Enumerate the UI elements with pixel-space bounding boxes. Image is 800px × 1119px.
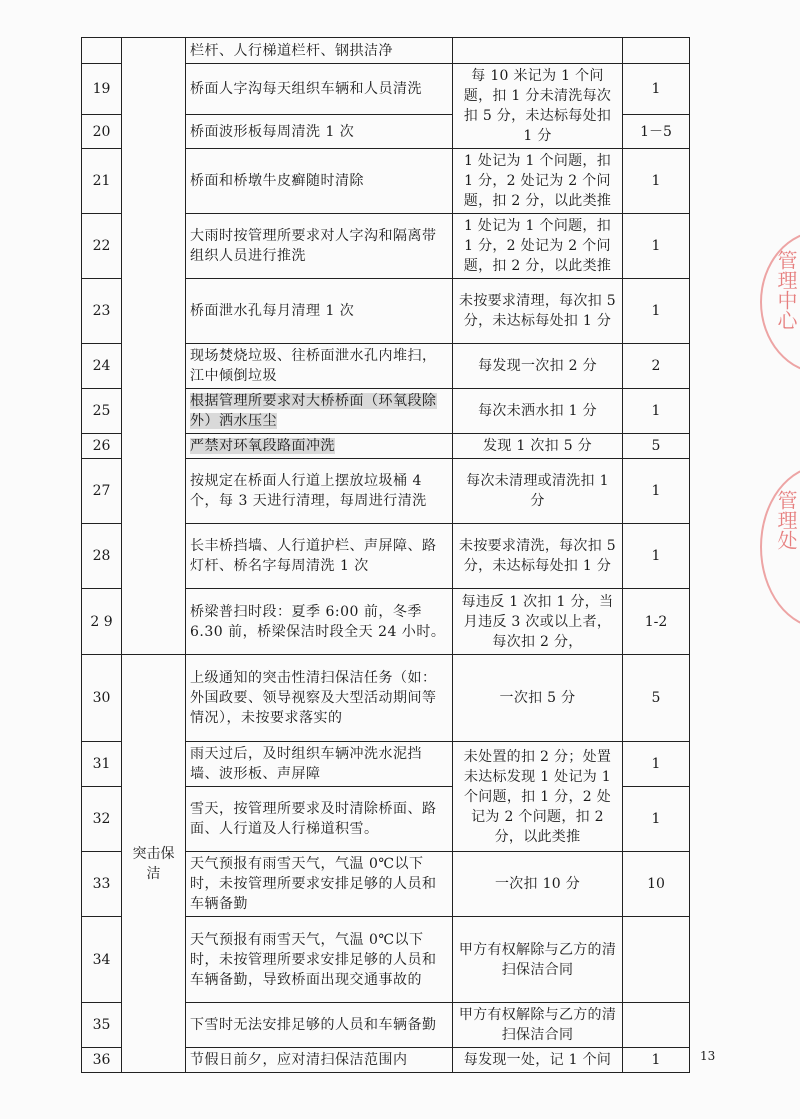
penalty-cell: 每发现一次扣 2 分 bbox=[453, 344, 623, 389]
score-cell: 1 bbox=[623, 279, 690, 344]
score-cell: 2 bbox=[623, 344, 690, 389]
requirement-cell: 桥梁普扫时段：夏季 6:00 前，冬季 6.30 前，桥梁保洁时段全天 24 小时。 bbox=[186, 589, 453, 655]
score-cell: 5 bbox=[623, 655, 690, 742]
requirement-cell: 桥面泄水孔每月清理 1 次 bbox=[186, 279, 453, 344]
red-seal-text: 管理中心 bbox=[774, 250, 798, 330]
requirement-cell: 长丰桥挡墙、人行道护栏、声屏障、路灯杆、桥名字每周清洗 1 次 bbox=[186, 524, 453, 589]
table-row bbox=[82, 655, 690, 742]
requirement-cell: 栏杆、人行梯道栏杆、钢拱洁净 bbox=[186, 38, 453, 64]
row-number: 26 bbox=[82, 434, 122, 459]
penalty-cell: 1 处记为 1 个问题，扣 1 分，2 处记为 2 个问题，扣 2 分，以此类推 bbox=[453, 214, 623, 279]
penalty-cell: 一次扣 10 分 bbox=[453, 852, 623, 917]
row-number: 2 9 bbox=[82, 589, 122, 655]
row-number: 30 bbox=[82, 655, 122, 742]
score-cell: 1 bbox=[623, 742, 690, 787]
score-cell: 1 bbox=[623, 787, 690, 852]
row-number: 34 bbox=[82, 917, 122, 1003]
score-cell: 1 bbox=[623, 214, 690, 279]
penalty-cell: 1 处记为 1 个问题，扣 1 分，2 处记为 2 个问题，扣 2 分，以此类推 bbox=[453, 149, 623, 214]
row-number: 31 bbox=[82, 742, 122, 787]
score-cell bbox=[623, 1003, 690, 1048]
row-number: 27 bbox=[82, 459, 122, 524]
red-seal-text: 管理处 bbox=[774, 490, 798, 550]
score-cell: 1 bbox=[623, 524, 690, 589]
row-number: 19 bbox=[82, 64, 122, 115]
row-number: 28 bbox=[82, 524, 122, 589]
row-number: 36 bbox=[82, 1048, 122, 1073]
penalty-cell: 甲方有权解除与乙方的清扫保洁合同 bbox=[453, 917, 623, 1003]
score-cell: 1-2 bbox=[623, 589, 690, 655]
score-cell: 1 bbox=[623, 1048, 690, 1073]
penalty-cell: 发现 1 次扣 5 分 bbox=[453, 434, 623, 459]
row-number: 22 bbox=[82, 214, 122, 279]
requirement-cell: 雪天，按管理所要求及时清除桥面、路面、人行道及人行梯道积雪。 bbox=[186, 787, 453, 852]
requirement-cell: 节假日前夕，应对清扫保洁范围内 bbox=[186, 1048, 453, 1073]
score-cell: 5 bbox=[623, 434, 690, 459]
penalty-cell: 一次扣 5 分 bbox=[453, 655, 623, 742]
penalty-cell: 每次未清理或清洗扣 1 分 bbox=[453, 459, 623, 524]
penalty-cell: 未处置的扣 2 分；处置未达标发现 1 处记为 1 个问题，扣 1 分，2 处记为 2 个问题，扣 2 分，以此类推 bbox=[453, 742, 623, 852]
score-cell: 1 bbox=[623, 389, 690, 434]
requirement-cell bbox=[186, 389, 453, 434]
row-number: 32 bbox=[82, 787, 122, 852]
requirement-cell: 按规定在桥面人行道上摆放垃圾桶 4 个，每 3 天进行清理，每周进行清洗 bbox=[186, 459, 453, 524]
penalty-cell bbox=[453, 38, 623, 64]
row-number: 25 bbox=[82, 389, 122, 434]
page-number: 13 bbox=[700, 1049, 716, 1063]
requirement-cell: 桥面人字沟每天组织车辆和人员清洗 bbox=[186, 64, 453, 115]
requirement-cell: 雨天过后，及时组织车辆冲洗水泥挡墙、波形板、声屏障 bbox=[186, 742, 453, 787]
penalty-cell: 每发现一处，记 1 个问 bbox=[453, 1048, 623, 1073]
table-row bbox=[82, 38, 690, 64]
score-cell: 1 bbox=[623, 149, 690, 214]
score-cell: 1 bbox=[623, 459, 690, 524]
requirement-cell: 现场焚烧垃圾、往桥面泄水孔内堆扫，江中倾倒垃圾 bbox=[186, 344, 453, 389]
penalty-cell: 未按要求清洗，每次扣 5 分，未达标每处扣 1 分 bbox=[453, 524, 623, 589]
penalty-cell: 每 10 米记为 1 个问题，扣 1 分未清洗每次扣 5 分，未达标每处扣 1 分 bbox=[453, 64, 623, 149]
score-cell: 10 bbox=[623, 852, 690, 917]
row-number bbox=[82, 38, 122, 64]
requirement-cell: 天气预报有雨雪天气，气温 0℃以下时，未按管理所要求安排足够的人员和车辆备勤，导致桥面出现交通事故的 bbox=[186, 917, 453, 1003]
penalty-cell: 每次未洒水扣 1 分 bbox=[453, 389, 623, 434]
requirement-cell: 天气预报有雨雪天气，气温 0℃以下时，未按管理所要求安排足够的人员和车辆备勤 bbox=[186, 852, 453, 917]
highlighted-text: 严禁对环氧段路面冲洗 bbox=[190, 438, 335, 454]
score-cell: 1－5 bbox=[623, 115, 690, 149]
category-cell bbox=[122, 38, 186, 655]
assessment-table bbox=[81, 37, 690, 1073]
requirement-cell: 上级通知的突击性清扫保洁任务（如：外国政要、领导视察及大型活动期间等情况），未按要求落实的 bbox=[186, 655, 453, 742]
requirement-cell: 大雨时按管理所要求对人字沟和隔离带组织人员进行推洗 bbox=[186, 214, 453, 279]
row-number: 20 bbox=[82, 115, 122, 149]
row-number: 24 bbox=[82, 344, 122, 389]
requirement-cell: 桥面波形板每周清洗 1 次 bbox=[186, 115, 453, 149]
requirement-cell bbox=[186, 434, 453, 459]
score-cell: 1 bbox=[623, 64, 690, 115]
penalty-cell: 每违反 1 次扣 1 分，当月违反 3 次或以上者，每次扣 2 分， bbox=[453, 589, 623, 655]
row-number: 35 bbox=[82, 1003, 122, 1048]
requirement-cell: 下雪时无法安排足够的人员和车辆备勤 bbox=[186, 1003, 453, 1048]
requirement-cell: 桥面和桥墩牛皮癣随时清除 bbox=[186, 149, 453, 214]
penalty-cell: 甲方有权解除与乙方的清扫保洁合同 bbox=[453, 1003, 623, 1048]
row-number: 33 bbox=[82, 852, 122, 917]
category-cell: 突击保洁 bbox=[122, 655, 186, 1073]
highlighted-text: 根据管理所要求对大桥桥面（环氧段除外）洒水压尘 bbox=[190, 393, 437, 429]
score-cell bbox=[623, 917, 690, 1003]
score-cell bbox=[623, 38, 690, 64]
penalty-cell: 未按要求清理，每次扣 5 分，未达标每处扣 1 分 bbox=[453, 279, 623, 344]
row-number: 21 bbox=[82, 149, 122, 214]
row-number: 23 bbox=[82, 279, 122, 344]
